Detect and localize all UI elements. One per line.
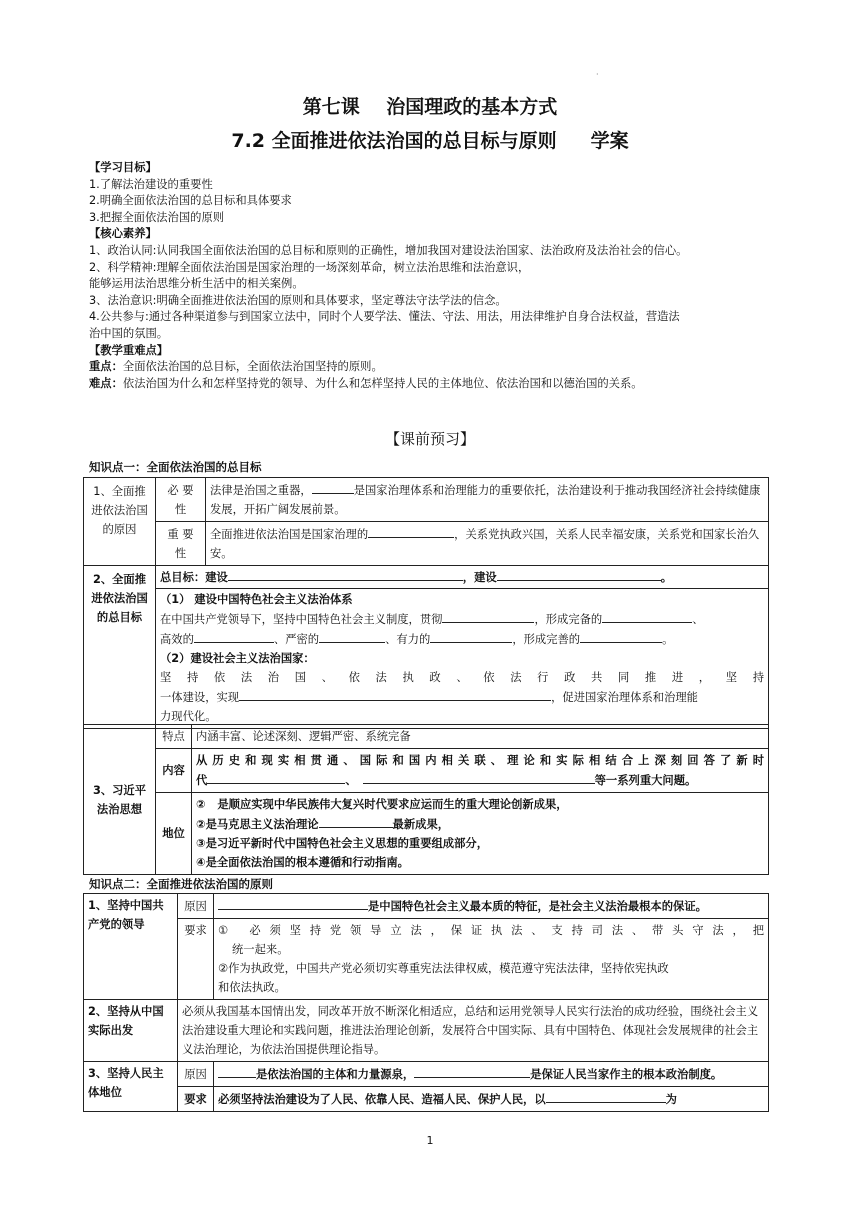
table-row (84, 522, 769, 566)
literacy-item: 3、法治意识:明确全面推进依法治国的原则和具体要求，坚定尊法守法学法的信念。 (89, 293, 507, 307)
literacy-item: 1、政治认同:认同我国全面依法治国的总目标和原则的正确性，增加我国对建设法治国家、法治政府及法治社会的信心。 (89, 243, 688, 257)
table-row (84, 919, 769, 1000)
table-row (84, 1062, 769, 1087)
blank (228, 567, 463, 581)
row-head: 2、全面推进依法治国的总目标 (84, 566, 156, 729)
kp2-table (83, 893, 769, 1112)
goals-heading: 【学习目标】 (89, 161, 157, 174)
importance-cell: 全面推进依法治国是国家治理的 ，关系党执政兴国，关系人民幸福安康，关系党和国家长治久安。 (206, 522, 769, 566)
requirement-cell: ① 必须坚持党领导立法，保证执法、支持司法、带头守法，把 统一起来。 ②作为执政党，中国共产党必须切实尊重宪法法律权威，模范遵守宪法法律，坚持依宪执政 和依法执政。 (214, 919, 769, 1000)
row-head: 2、坚持从中国实际出发 (84, 1000, 178, 1062)
row-head: 1、坚持中国共产党的领导 (84, 894, 178, 1000)
table-row (84, 1087, 769, 1112)
blank (368, 524, 454, 538)
necessity-label: 必 要 性 (156, 478, 206, 522)
goal-item: 1.了解法治建设的重要性 (89, 177, 213, 191)
country-heading: （2）建设社会主义法治国家： (160, 652, 315, 665)
content-cell: 从历史和现实相贯通、国际和国内相关联、理论和实际相结合上深刻回答了新时 代 、 等一系列重大问题。 (192, 749, 769, 793)
table-row (84, 478, 769, 522)
country-line: 一体建设，实现 ，促进国家治理体系和治理能 (160, 687, 764, 707)
literacy-item: 2、科学精神:理解全面依法治国是国家治理的一场深刻革命，树立法治思维和法治意识， (89, 260, 530, 274)
system-heading: （1） 建设中国特色社会主义法治体系 (160, 593, 353, 606)
reason-label: 原因 (178, 894, 214, 919)
table-row (84, 793, 769, 875)
table-row (84, 749, 769, 793)
requirement-cell: 必须坚持法治建设为了人民、依靠人民、造福人民、保护人民，以 为 (214, 1087, 769, 1112)
content-label: 内容 (156, 749, 192, 793)
blank (497, 567, 661, 581)
reason-cell: 是中国特色社会主义最本质的特征，是社会主义法治最根本的保证。 (214, 894, 769, 919)
difficult-label: 难点： (89, 376, 123, 390)
table-row (84, 894, 769, 919)
literacy-heading: 【核心素养】 (89, 227, 157, 241)
goal-item: 2.明确全面依法治国的总目标和具体要求 (89, 194, 292, 208)
reason-cell: 是依法治国的主体和力量源泉， 是保证人民当家作主的根本政治制度。 (214, 1062, 769, 1087)
table-row (84, 725, 769, 749)
row-head: 3、习近平法治思想 (84, 725, 156, 875)
goal-item: 3.把握全面依法治国的原则 (89, 210, 225, 224)
reason-label: 原因 (178, 1062, 214, 1087)
goal-details (156, 589, 768, 728)
row-head: 3、坚持人民主体地位 (84, 1062, 178, 1112)
country-line: 力现代化。 (160, 710, 217, 723)
system-line: 在中国共产党领导下，坚持中国特色社会主义制度，贯彻 ，形成完备的 、 (160, 609, 764, 629)
requirement-label: 要求 (178, 919, 214, 1000)
status-cell: ② 是顺应实现中华民族伟大复兴时代要求应运而生的重大理论创新成果， ②是马克思主义法治理论 最新成果， ③是习近平新时代中国特色社会主义思想的重要组成部分， ④是全面依法治国的根本遵循和行动指南。 (192, 793, 769, 875)
literacy-item: 4.公共参与:通过各种渠道参与到国家立法中，同时个人要学法、懂法、守法、用法，用法律维护自身合法权益，营造法 (89, 310, 680, 324)
practice-cell: 必须从我国基本国情出发，同改革开放不断深化相适应，总结和运用党领导人民实行法治的成功经验，围绕社会主义法治建设重大理论和实践问题，推进法治理论创新，发展符合中国实际、具有中国特色、体现社会发展规律的社会主义法治理论，为依法治国提供理论指导。 (178, 1000, 769, 1062)
key-point (89, 359, 779, 376)
table-row (84, 1000, 769, 1062)
literacy-item: 能够运用法治思维分析生活中的相关案例。 (89, 277, 304, 291)
table-row (84, 566, 769, 729)
country-line: 坚持依法治国、依法执政、依法行政共同推进，坚持 (160, 671, 764, 684)
requirement-label: 要求 (178, 1087, 214, 1112)
page-title: 第七课 治国理政的基本方式 (302, 96, 558, 118)
status-label: 地位 (156, 793, 192, 875)
system-line: 高效的 、严密的 、有力的 ，形成完善的 。 (160, 629, 764, 649)
necessity-cell: 法律是治国之重器， 是国家治理体系和治理能力的重要依托，法治建设利于推动我国经济社会持续健康发展，开拓广阔发展前景。 (206, 478, 769, 522)
page-number: 1 (426, 1134, 434, 1147)
page-subtitle (0, 126, 860, 153)
literacy-item: 治中国的氛围。 (89, 326, 169, 340)
importance-label: 重 要 性 (156, 522, 206, 566)
feature-cell: 内涵丰富、论述深刻、逻辑严密、系统完备 (192, 725, 769, 749)
kp1-heading: 知识点一：全面依法治国的总目标 (89, 460, 262, 474)
row-head: 1、全面推进依法治国的原因 (84, 478, 156, 566)
blank (312, 480, 354, 494)
kp1-table (83, 477, 769, 729)
feature-label: 特点 (156, 725, 192, 749)
preview-heading: 【课前预习】 (384, 430, 475, 448)
difficult-text: 依法治国为什么和怎样坚持党的领导、为什么和怎样坚持人民的主体地位、依法治国和以德治国的关系。 (122, 376, 643, 390)
overall-goal: 总目标：建设 ，建设 。 (156, 566, 768, 589)
kp1-table-thought (83, 724, 769, 875)
subtitle-text: 7.2 全面推进依法治国的总目标与原则 (231, 130, 557, 152)
page-mark: · (596, 70, 599, 79)
subtitle-tag: 学案 (590, 130, 629, 152)
keypoints-heading: 【教学重难点】 (89, 343, 169, 357)
intro-section (89, 160, 779, 392)
kp2-heading: 知识点二：全面推进依法治国的原则 (89, 877, 273, 891)
goal-cell (156, 566, 769, 729)
key-label: 重点： (89, 360, 123, 374)
key-text: 全面依法治国的总目标，全面依法治国坚持的原则。 (122, 360, 383, 374)
difficult-point (89, 376, 779, 393)
